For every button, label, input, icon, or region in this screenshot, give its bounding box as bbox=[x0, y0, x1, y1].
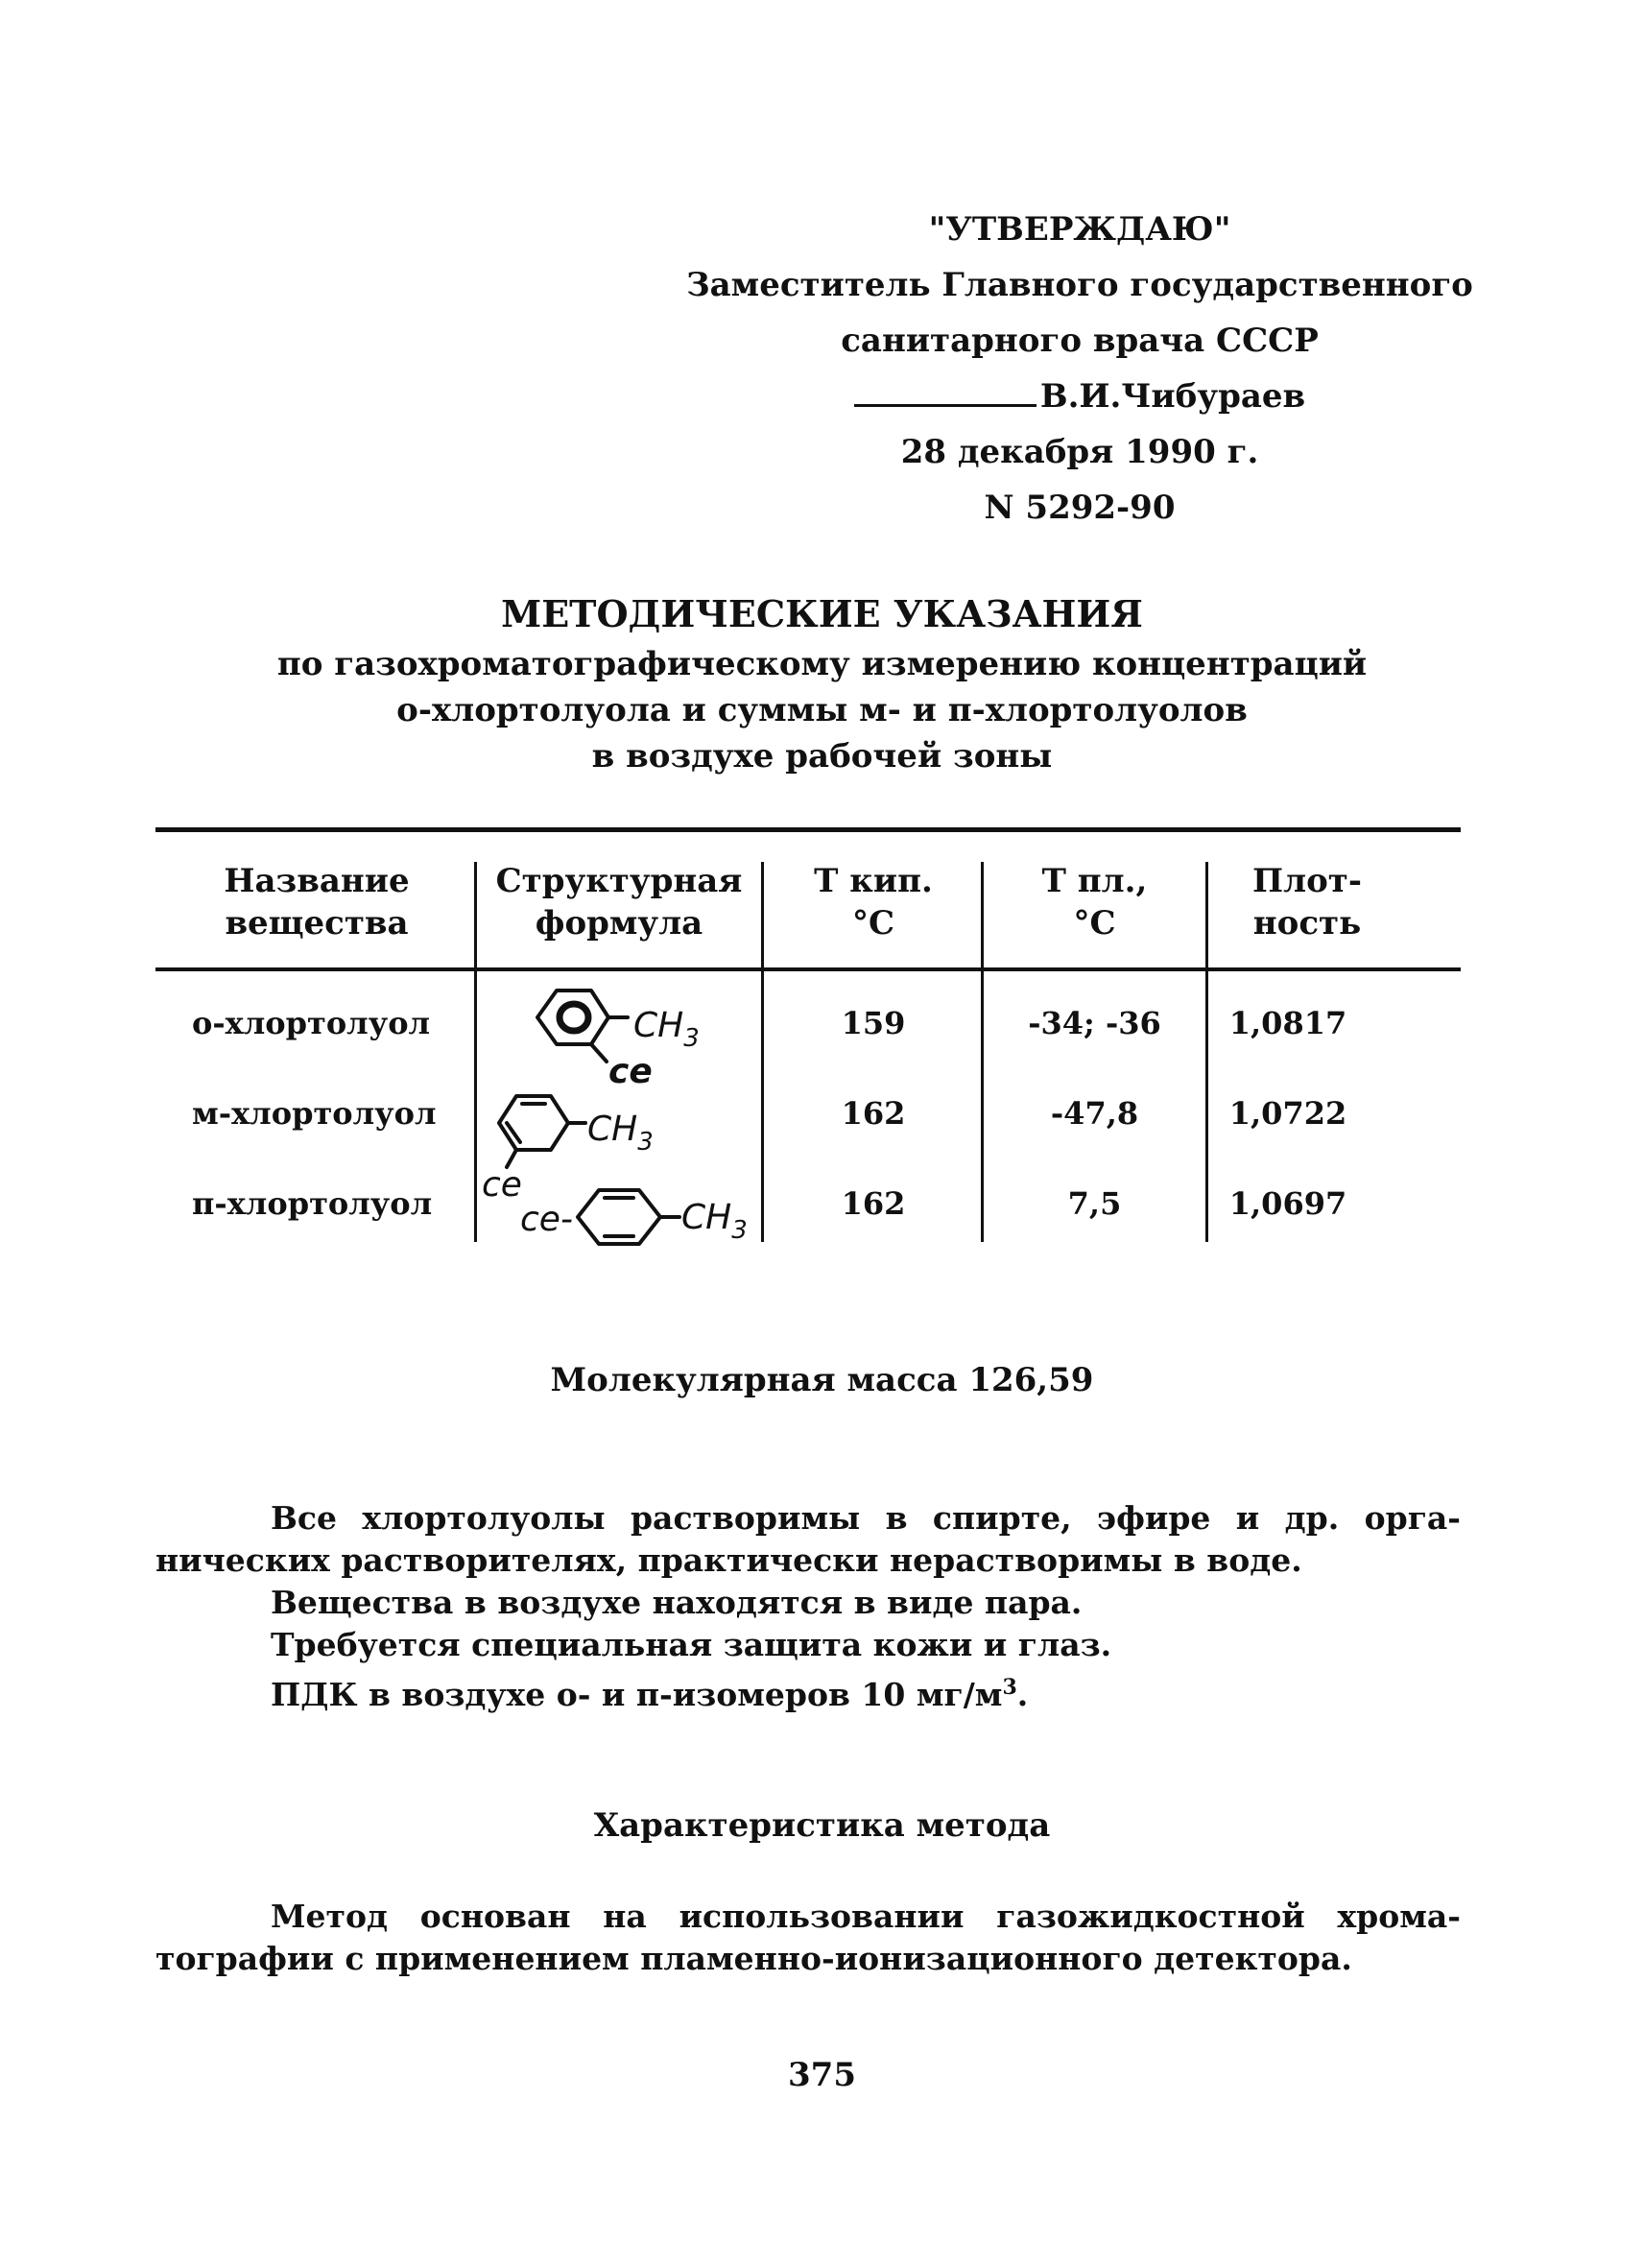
approval-stamp: "УТВЕРЖДАЮ" bbox=[928, 210, 1231, 249]
approval-position-line2: санитарного врача СССР bbox=[841, 322, 1319, 360]
signature-blank bbox=[854, 375, 1036, 407]
properties-line3: Вещества в воздухе находятся в виде пара. bbox=[271, 1584, 1083, 1621]
table-column-divider bbox=[474, 862, 477, 1242]
table-column-divider bbox=[981, 862, 984, 1242]
title-line1: по газохроматографическому измерению концентраций bbox=[276, 645, 1368, 683]
approval-signer: В.И.Чибураев bbox=[1039, 377, 1306, 416]
m-ch3-label: $CH_3$ bbox=[587, 1110, 654, 1157]
table-column-divider bbox=[1205, 862, 1208, 1242]
row-p-name: п-хлортолуол bbox=[192, 1185, 433, 1222]
title-main: МЕТОДИЧЕСКИЕ УКАЗАНИЯ bbox=[501, 592, 1143, 635]
table-header-rule bbox=[155, 967, 1461, 971]
method-paragraph bbox=[155, 1896, 1461, 1980]
row-o-density: 1,0817 bbox=[1228, 1005, 1347, 1041]
approval-position-line1: Заместитель Главного государственного bbox=[686, 266, 1473, 304]
o-aromatic-circle bbox=[560, 1004, 588, 1031]
title-line3: в воздухе рабочей зоны bbox=[591, 737, 1053, 776]
properties-line5: ПДК в воздухе о- и п-изомеров 10 $мг/м^3$. bbox=[271, 1675, 1029, 1713]
properties-line2: нических растворителях, практически нерастворимы в воде. bbox=[155, 1541, 1302, 1579]
row-p-melting: 7,5 bbox=[1067, 1185, 1122, 1222]
p-cl-label: ce- bbox=[520, 1200, 573, 1239]
title-line2: о-хлортолуола и суммы м- и п-хлортолуолов bbox=[396, 691, 1248, 729]
header-density: Плот- ность bbox=[1252, 862, 1362, 943]
row-o-boiling: 159 bbox=[841, 1005, 906, 1041]
o-ch3-label: $CH_3$ bbox=[633, 1006, 700, 1053]
p-ch3-label: $CH_3$ bbox=[681, 1198, 748, 1245]
m-cl-label: ce bbox=[482, 1165, 522, 1205]
document-title bbox=[154, 587, 1490, 779]
row-m-name: м-хлортолуол bbox=[192, 1095, 437, 1132]
approval-signature-line bbox=[624, 369, 1536, 424]
properties-line1: Все хлортолуолы растворимы в спирте, эфире и др. орга- bbox=[271, 1499, 1461, 1537]
section-title: Характеристика метода bbox=[593, 1806, 1051, 1845]
properties-paragraph bbox=[155, 1497, 1461, 1716]
molecular-mass: Молекулярная масса 126,59 bbox=[550, 1361, 1094, 1399]
header-boiling-point: Т кип. °С bbox=[814, 862, 933, 943]
o-benzene-ring bbox=[537, 991, 608, 1044]
row-m-density: 1,0722 bbox=[1228, 1095, 1347, 1132]
o-chloro-bond bbox=[591, 1044, 607, 1062]
row-p-density: 1,0697 bbox=[1228, 1185, 1347, 1222]
method-line1: Метод основан на использовании газожидкостной хрома- bbox=[271, 1898, 1461, 1935]
row-m-boiling: 162 bbox=[841, 1095, 906, 1132]
approval-number: N 5292-90 bbox=[984, 489, 1176, 527]
structural-formulas bbox=[478, 969, 804, 1286]
table-top-rule bbox=[155, 827, 1461, 832]
row-p-boiling: 162 bbox=[841, 1185, 906, 1222]
header-formula: Структурная формула bbox=[495, 862, 743, 943]
header-melting-point: Т пл., °С bbox=[1041, 862, 1148, 943]
row-o-melting: -34; -36 bbox=[1028, 1005, 1161, 1041]
row-m-melting: -47,8 bbox=[1050, 1095, 1139, 1132]
method-line2: тографии с применением пламенно-ионизационного детектора. bbox=[155, 1940, 1352, 1977]
approval-date: 28 декабря 1990 г. bbox=[900, 433, 1259, 471]
row-o-name: о-хлортолуол bbox=[192, 1005, 431, 1041]
page-number: 375 bbox=[788, 2056, 856, 2094]
header-name: Название вещества bbox=[224, 862, 410, 943]
approval-block bbox=[624, 202, 1536, 536]
properties-line4: Требуется специальная защита кожи и глаз. bbox=[271, 1626, 1112, 1663]
o-cl-label: ce bbox=[608, 1052, 653, 1091]
